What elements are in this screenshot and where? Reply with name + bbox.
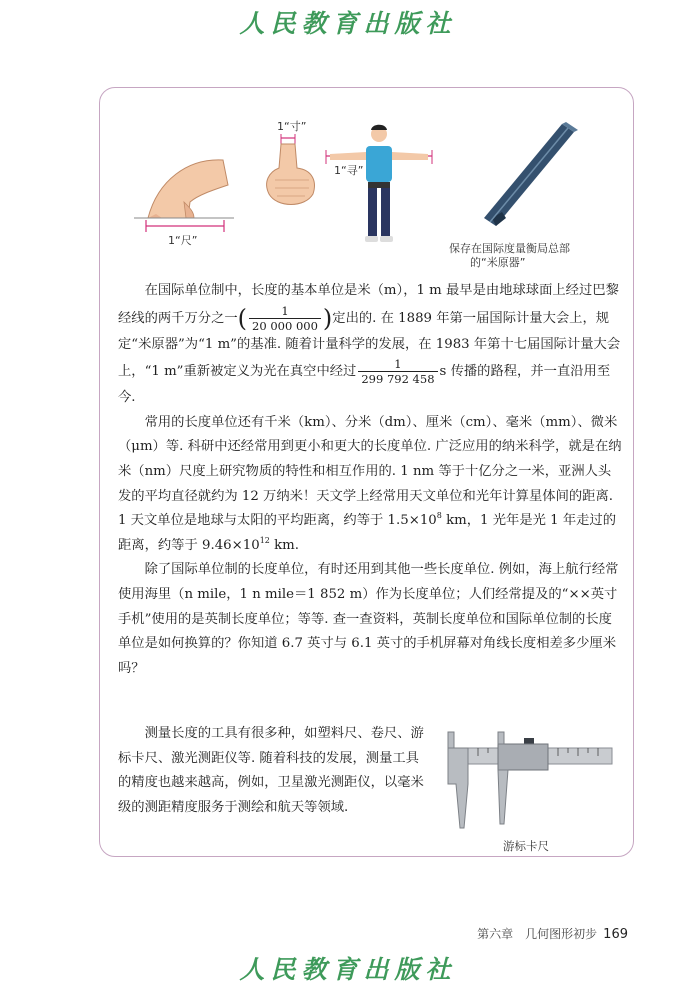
thumb-cun-illustration: [255, 132, 325, 212]
caliper-caption: 游标卡尺: [503, 839, 549, 853]
fraction-twenty-million: $\frac{1}{20 000 000}$: [249, 304, 321, 333]
body-text: [118, 279, 624, 681]
paragraph-si-meter: 在国际单位制中，长度的基本单位是米（m），1 m 最早是由地球球面上经过巴黎经线的两千万分之一( $\frac{1}{20 000 000}$ )定出的. 在 1889 年第一届国际计量大会上，规定“米原器”为“1 m”的基准. 随着计量科学的发展，在 1983 年第十七届国际计量大会上，“1 m”重新被定义为光在真空中经过 $\frac{1}{299 792 458}$ s 传播的路程，并一直沿用至今.: [118, 283, 621, 406]
paragraph1-part1: 在国际单位制中，长度的基本单位是米（m），1 m 最早是由地球球面上经过巴黎经线的两千万分之一: [118, 283, 619, 326]
person-xun-illustration: [322, 120, 437, 250]
page-footer: [477, 925, 628, 942]
meter-caption-line1: 保存在国际度量衡局总部: [449, 242, 570, 255]
chapter-title: 第六章 几何图形初步: [477, 927, 598, 941]
chi-label: 1“尺”: [168, 234, 198, 247]
publisher-watermark-bottom: 人民教育出版社: [239, 955, 457, 984]
paragraph-measuring-tools: 测量长度的工具有很多种，如塑料尺、卷尺、游标卡尺、激光测距仪等. 随着科技的发展，测量工具的精度也越来越高，例如，卫星激光测距仪，以毫米级的测距精度服务于测绘和航天等领域.: [118, 726, 424, 815]
paragraph1-part2: 定出的. 在 1889 年第一届国际计量大会上，规定“米原器”为“1 m”的基准. 随着计量科学的发展，在 1983 年第十七届国际计量大会上，“1 m”重新被定义为光在真空中经过: [118, 310, 621, 380]
meter-caption-line2: 的“米原器”: [470, 256, 526, 269]
meter-prototype-illustration: [474, 118, 584, 238]
paragraph-length-units: 常用的长度单位还有千米（km）、分米（dm）、厘米（cm）、毫米（mm）、微米（μm）等. 科研中还经常用到更小和更大的长度单位. 广泛应用的纳米科学，就是在纳米（nm）尺度上研究物质的特性和相互作用的. 1 nm 等于十亿分之一米，亚洲人头发的平均直径就约为 12 万纳米！天文学上经常用天文单位和光年计算星体间的距离. 1 天文单位是地球与太阳的平均距离，约等于 $1.5\times 10^8$ km，1 光年是光 1 年走过的距离，约等于 $9.46\times 10^{12}$ km.: [118, 414, 622, 553]
paragraph-other-units: 除了国际单位制的长度单位，有时还用到其他一些长度单位. 例如，海上航行经常使用海里（n mile，1 n mile＝1 852 m）作为长度单位；人们经常提及的“××英寸手机”使用的是英制长度单位；等等. 查一查资料，英制长度单位和国际单位制的长度单位是如何换算的？你知道 6.7 英寸与 6.1 英寸的手机屏幕对角线长度相差多少厘米吗？: [118, 562, 619, 676]
paragraph1-part3: s 传播的路程，并一直沿用至今.: [118, 364, 611, 406]
xun-label: 1“寻”: [334, 164, 364, 177]
page-number: 169: [603, 927, 628, 942]
vernier-caliper-illustration: [438, 724, 618, 836]
cun-label: 1“寸”: [277, 120, 307, 133]
publisher-watermark-top: 人民教育出版社: [239, 9, 457, 38]
measuring-tools-text: [118, 722, 430, 820]
fraction-light-speed: $\frac{1}{299 792 458}$: [358, 357, 437, 386]
